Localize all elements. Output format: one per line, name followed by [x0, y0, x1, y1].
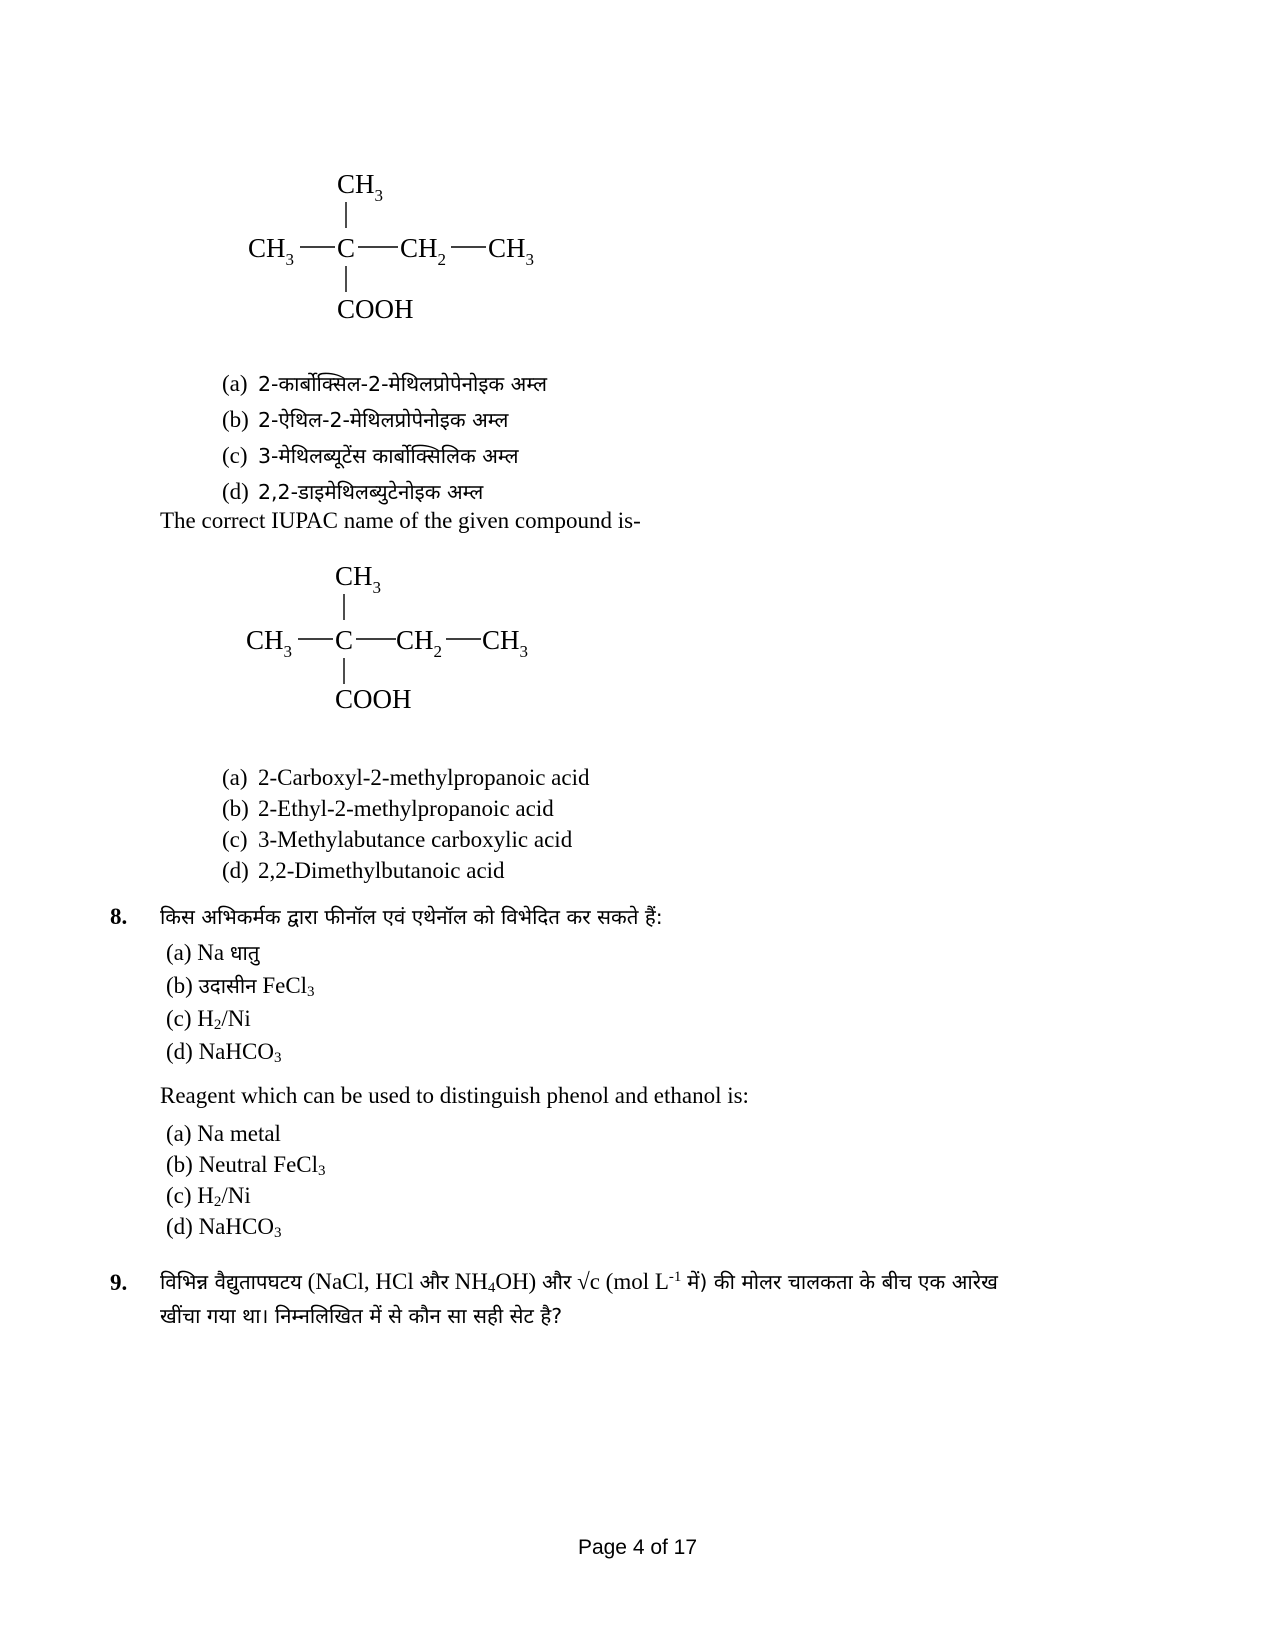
- left-ch3: $CH_3$: [248, 233, 295, 269]
- q8-hindi-options: [166, 936, 315, 1068]
- option-d: (d) NaHCO$_3$: [166, 1039, 282, 1066]
- question-number-8: 8.: [110, 904, 128, 929]
- q9-question-line-1: विभिन्न वैद्युतापघटय (NaCl, HCl और $NH_4OH$) और √c (mol $L^{-1}$ में) की मोलर चालकता के बीच एक आरेख: [160, 1269, 998, 1296]
- option-a: (a) 2-Carboxyl-2-methylpropanoic acid: [222, 765, 590, 790]
- structure-drawing: [246, 558, 626, 718]
- q7-english-question: The correct IUPAC name of the given compound is-: [160, 508, 641, 533]
- q7-hindi-options: [222, 366, 547, 510]
- ch2: $CH_2$: [396, 625, 443, 661]
- q8-hindi-question: किस अभिकर्मक द्वारा फीनॉल एवं एथेनॉल को विभेदित कर सकते हैं:: [160, 905, 663, 929]
- option-b: (b) उदासीन FeCl$_3$: [166, 973, 315, 1000]
- q7-english-options: [222, 762, 589, 886]
- option-b: (b) 2-ऐथिल-2-मेथिलप्रोपेनोइक अम्ल: [222, 407, 509, 432]
- cooh: COOH: [335, 684, 412, 714]
- cooh: COOH: [337, 294, 414, 324]
- chemical-structure-hindi: [248, 166, 628, 326]
- option-c: (c) $H_2/Ni$: [166, 1183, 251, 1210]
- right-ch3: $CH_3$: [482, 625, 529, 661]
- option-a: (a) Na metal: [166, 1121, 281, 1146]
- structure-drawing: [248, 166, 628, 326]
- option-c: (c) 3-Methylabutance carboxylic acid: [222, 827, 573, 852]
- ch2: $CH_2$: [400, 233, 447, 269]
- option-d: (d) 2,2-Dimethylbutanoic acid: [222, 858, 505, 883]
- q8-english-options: [166, 1118, 326, 1242]
- q9-question-line-2: खींचा गया था। निम्नलिखित में से कौन सा सही सेट है?: [160, 1304, 563, 1328]
- option-d: (d) NaHCO$_3$: [166, 1214, 282, 1241]
- page-footer: Page 4 of 17: [577, 1536, 698, 1559]
- option-a: (a) Na धातु: [166, 940, 260, 965]
- center-c: C: [335, 625, 354, 655]
- center-c: C: [337, 233, 356, 263]
- q8-english-question: Reagent which can be used to distinguish phenol and ethanol is:: [160, 1083, 749, 1108]
- option-d: (d) 2,2-डाइमेथिलब्युटेनोइक अम्ल: [222, 479, 484, 504]
- option-c: (c) $H_2/Ni$: [166, 1006, 251, 1033]
- right-ch3: $CH_3$: [488, 233, 535, 269]
- top-ch3: $CH_3$: [337, 169, 384, 205]
- option-c: (c) 3-मेथिलब्यूटेंस कार्बोक्सिलिक अम्ल: [222, 443, 519, 468]
- top-ch3: $CH_3$: [335, 561, 382, 597]
- option-b: (b) 2-Ethyl-2-methylpropanoic acid: [222, 796, 554, 821]
- question-number-9: 9.: [110, 1270, 128, 1295]
- option-a: (a) 2-कार्बोक्सिल-2-मेथिलप्रोपेनोइक अम्ल: [222, 371, 547, 396]
- option-b: (b) Neutral FeCl$_3$: [166, 1152, 326, 1179]
- left-ch3: $CH_3$: [246, 625, 293, 661]
- chemical-structure-english: [246, 558, 626, 718]
